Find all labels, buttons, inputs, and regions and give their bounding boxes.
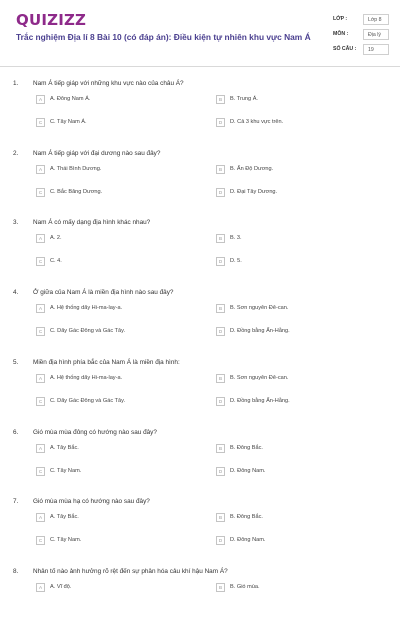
answer-option-a[interactable] xyxy=(36,304,206,315)
option-letter-box[interactable]: C xyxy=(36,188,45,197)
option-text: A. Hệ thống dãy Hi-ma-lay-a. xyxy=(50,375,123,381)
question-number: 5. xyxy=(13,359,19,366)
option-text: C. Dãy Gác Đông và Gác Tây. xyxy=(50,398,126,404)
meta-count-value: 19 xyxy=(363,44,389,55)
answer-option-b[interactable] xyxy=(216,234,386,245)
option-letter-box[interactable]: C xyxy=(36,327,45,336)
option-text: D. Cả 3 khu vực trên. xyxy=(230,119,284,125)
answer-option-b[interactable] xyxy=(216,304,386,315)
option-letter-box[interactable]: C xyxy=(36,467,45,476)
option-letter-box[interactable]: D xyxy=(216,467,225,476)
answer-option-b[interactable] xyxy=(216,374,386,385)
option-text: A. Thái Bình Dương. xyxy=(50,166,102,172)
option-text: A. Tây Bắc. xyxy=(50,445,79,451)
option-letter-box[interactable]: B xyxy=(216,444,225,453)
quizizz-logo: QUIZIZZ xyxy=(16,11,87,29)
answer-option-c[interactable] xyxy=(36,467,206,478)
question-number: 1. xyxy=(13,80,19,87)
answer-option-b[interactable] xyxy=(216,444,386,455)
option-text: B. Ấn Độ Dương. xyxy=(230,166,274,172)
answer-option-c[interactable] xyxy=(36,188,206,199)
option-text: A. Vĩ độ. xyxy=(50,584,72,590)
answer-option-b[interactable] xyxy=(216,165,386,176)
answer-option-d[interactable] xyxy=(216,188,386,199)
answer-option-c[interactable] xyxy=(36,118,206,129)
meta-class-label: LỚP : xyxy=(333,16,348,22)
question-text: Gió mùa mùa hạ có hướng nào sau đây? xyxy=(33,498,150,505)
answer-option-d[interactable] xyxy=(216,536,386,547)
option-letter-box[interactable]: B xyxy=(216,165,225,174)
option-text: A. 2. xyxy=(50,235,62,241)
answer-option-c[interactable] xyxy=(36,536,206,547)
answer-option-b[interactable] xyxy=(216,95,386,106)
question-6 xyxy=(0,429,400,499)
option-letter-box[interactable]: B xyxy=(216,304,225,313)
option-text: C. Tây Nam. xyxy=(50,468,82,474)
question-2 xyxy=(0,150,400,220)
option-text: A. Đông Nam Á. xyxy=(50,96,91,102)
option-text: B. Đông Bắc. xyxy=(230,514,263,520)
page-title: Trắc nghiệm Địa lí 8 Bài 10 (có đáp án): Điều kiện tự nhiên khu vực Nam Á xyxy=(16,32,311,42)
question-number: 8. xyxy=(13,568,19,575)
option-letter-box[interactable]: D xyxy=(216,188,225,197)
option-text: D. Đông Nam. xyxy=(230,468,266,474)
question-4 xyxy=(0,289,400,359)
answer-option-a[interactable] xyxy=(36,234,206,245)
option-text: B. Đông Bắc. xyxy=(230,445,263,451)
option-letter-box[interactable]: B xyxy=(216,95,225,104)
option-letter-box[interactable]: A xyxy=(36,165,45,174)
option-letter-box[interactable]: A xyxy=(36,234,45,243)
option-text: A. Hệ thống dãy Hi-ma-lay-a. xyxy=(50,305,123,311)
option-text: D. Đồng bằng Ấn-Hằng. xyxy=(230,328,290,334)
option-text: B. 3. xyxy=(230,235,242,241)
question-text: Gió mùa mùa đông có hướng nào sau đây? xyxy=(33,429,157,436)
option-letter-box[interactable]: A xyxy=(36,374,45,383)
option-text: C. Bắc Băng Dương. xyxy=(50,189,103,195)
question-text: Nam Á tiếp giáp với đại dương nào sau đây? xyxy=(33,150,161,157)
meta-count-label: SỐ CÂU : xyxy=(333,46,357,52)
option-text: C. Tây Nam Á. xyxy=(50,119,87,125)
meta-count xyxy=(333,44,391,56)
option-text: B. Trung Á. xyxy=(230,96,258,102)
option-text: B. Sơn nguyên Đê-can. xyxy=(230,375,289,381)
option-letter-box[interactable]: A xyxy=(36,444,45,453)
option-letter-box[interactable]: D xyxy=(216,118,225,127)
option-letter-box[interactable]: C xyxy=(36,397,45,406)
option-letter-box[interactable]: C xyxy=(36,118,45,127)
question-text: Nam Á có mấy dạng địa hình khác nhau? xyxy=(33,219,151,226)
option-letter-box[interactable]: B xyxy=(216,234,225,243)
option-letter-box[interactable]: A xyxy=(36,95,45,104)
header-divider xyxy=(0,66,400,67)
option-letter-box[interactable]: A xyxy=(36,583,45,592)
worksheet-header xyxy=(0,0,400,70)
question-number: 3. xyxy=(13,219,19,226)
option-text: D. 5. xyxy=(230,258,242,264)
question-number: 6. xyxy=(13,429,19,436)
question-text: Ở giữa của Nam Á là miền địa hình nào sau đây? xyxy=(33,289,174,296)
question-text: Miền địa hình phía bắc của Nam Á là miền địa hình: xyxy=(33,359,180,366)
answer-option-c[interactable] xyxy=(36,397,206,408)
option-text: C. Dãy Gác Đông và Gác Tây. xyxy=(50,328,126,334)
option-text: A. Tây Bắc. xyxy=(50,514,79,520)
option-letter-box[interactable]: B xyxy=(216,513,225,522)
option-letter-box[interactable]: D xyxy=(216,257,225,266)
option-text: D. Đông Nam. xyxy=(230,537,266,543)
option-letter-box[interactable]: C xyxy=(36,257,45,266)
answer-option-a[interactable] xyxy=(36,513,206,524)
question-8 xyxy=(0,568,400,638)
meta-class-value: Lớp 8 xyxy=(363,14,389,25)
option-letter-box[interactable]: D xyxy=(216,397,225,406)
question-number: 4. xyxy=(13,289,19,296)
option-letter-box[interactable]: A xyxy=(36,304,45,313)
question-3 xyxy=(0,219,400,289)
option-text: D. Đồng bằng Ấn-Hằng. xyxy=(230,398,290,404)
question-text: Nhân tố nào ảnh hưởng rõ rệt đến sự phân hóa cảu khí hậu Nam Á? xyxy=(33,568,228,575)
answer-option-c[interactable] xyxy=(36,257,206,268)
answer-option-a[interactable] xyxy=(36,165,206,176)
option-text: C. Tây Nam. xyxy=(50,537,82,543)
meta-subject-label: MÔN : xyxy=(333,31,349,37)
question-text: Nam Á tiếp giáp với những khu vực nào của châu Á? xyxy=(33,80,184,87)
question-1 xyxy=(0,80,400,150)
answer-option-b[interactable] xyxy=(216,513,386,524)
meta-subject-value: Địa lý xyxy=(363,29,389,40)
option-letter-box[interactable]: B xyxy=(216,583,225,592)
option-text: B. Gió mùa. xyxy=(230,584,260,590)
meta-subject xyxy=(333,29,391,41)
answer-option-a[interactable] xyxy=(36,95,206,106)
option-text: B. Sơn nguyên Đê-can. xyxy=(230,305,289,311)
question-number: 2. xyxy=(13,150,19,157)
option-letter-box[interactable]: B xyxy=(216,374,225,383)
answer-option-a[interactable] xyxy=(36,583,206,594)
answer-option-a[interactable] xyxy=(36,374,206,385)
question-5 xyxy=(0,359,400,429)
answer-option-a[interactable] xyxy=(36,444,206,455)
answer-option-d[interactable] xyxy=(216,257,386,268)
meta-class xyxy=(333,14,391,26)
option-letter-box[interactable]: D xyxy=(216,536,225,545)
option-text: C. 4. xyxy=(50,258,62,264)
question-number: 7. xyxy=(13,498,19,505)
answer-option-c[interactable] xyxy=(36,327,206,338)
answer-option-d[interactable] xyxy=(216,118,386,129)
answer-option-d[interactable] xyxy=(216,397,386,408)
answer-option-b[interactable] xyxy=(216,583,386,594)
option-letter-box[interactable]: A xyxy=(36,513,45,522)
option-letter-box[interactable]: C xyxy=(36,536,45,545)
question-7 xyxy=(0,498,400,568)
option-text: D. Đại Tây Dương. xyxy=(230,189,278,195)
option-letter-box[interactable]: D xyxy=(216,327,225,336)
answer-option-d[interactable] xyxy=(216,467,386,478)
answer-option-d[interactable] xyxy=(216,327,386,338)
